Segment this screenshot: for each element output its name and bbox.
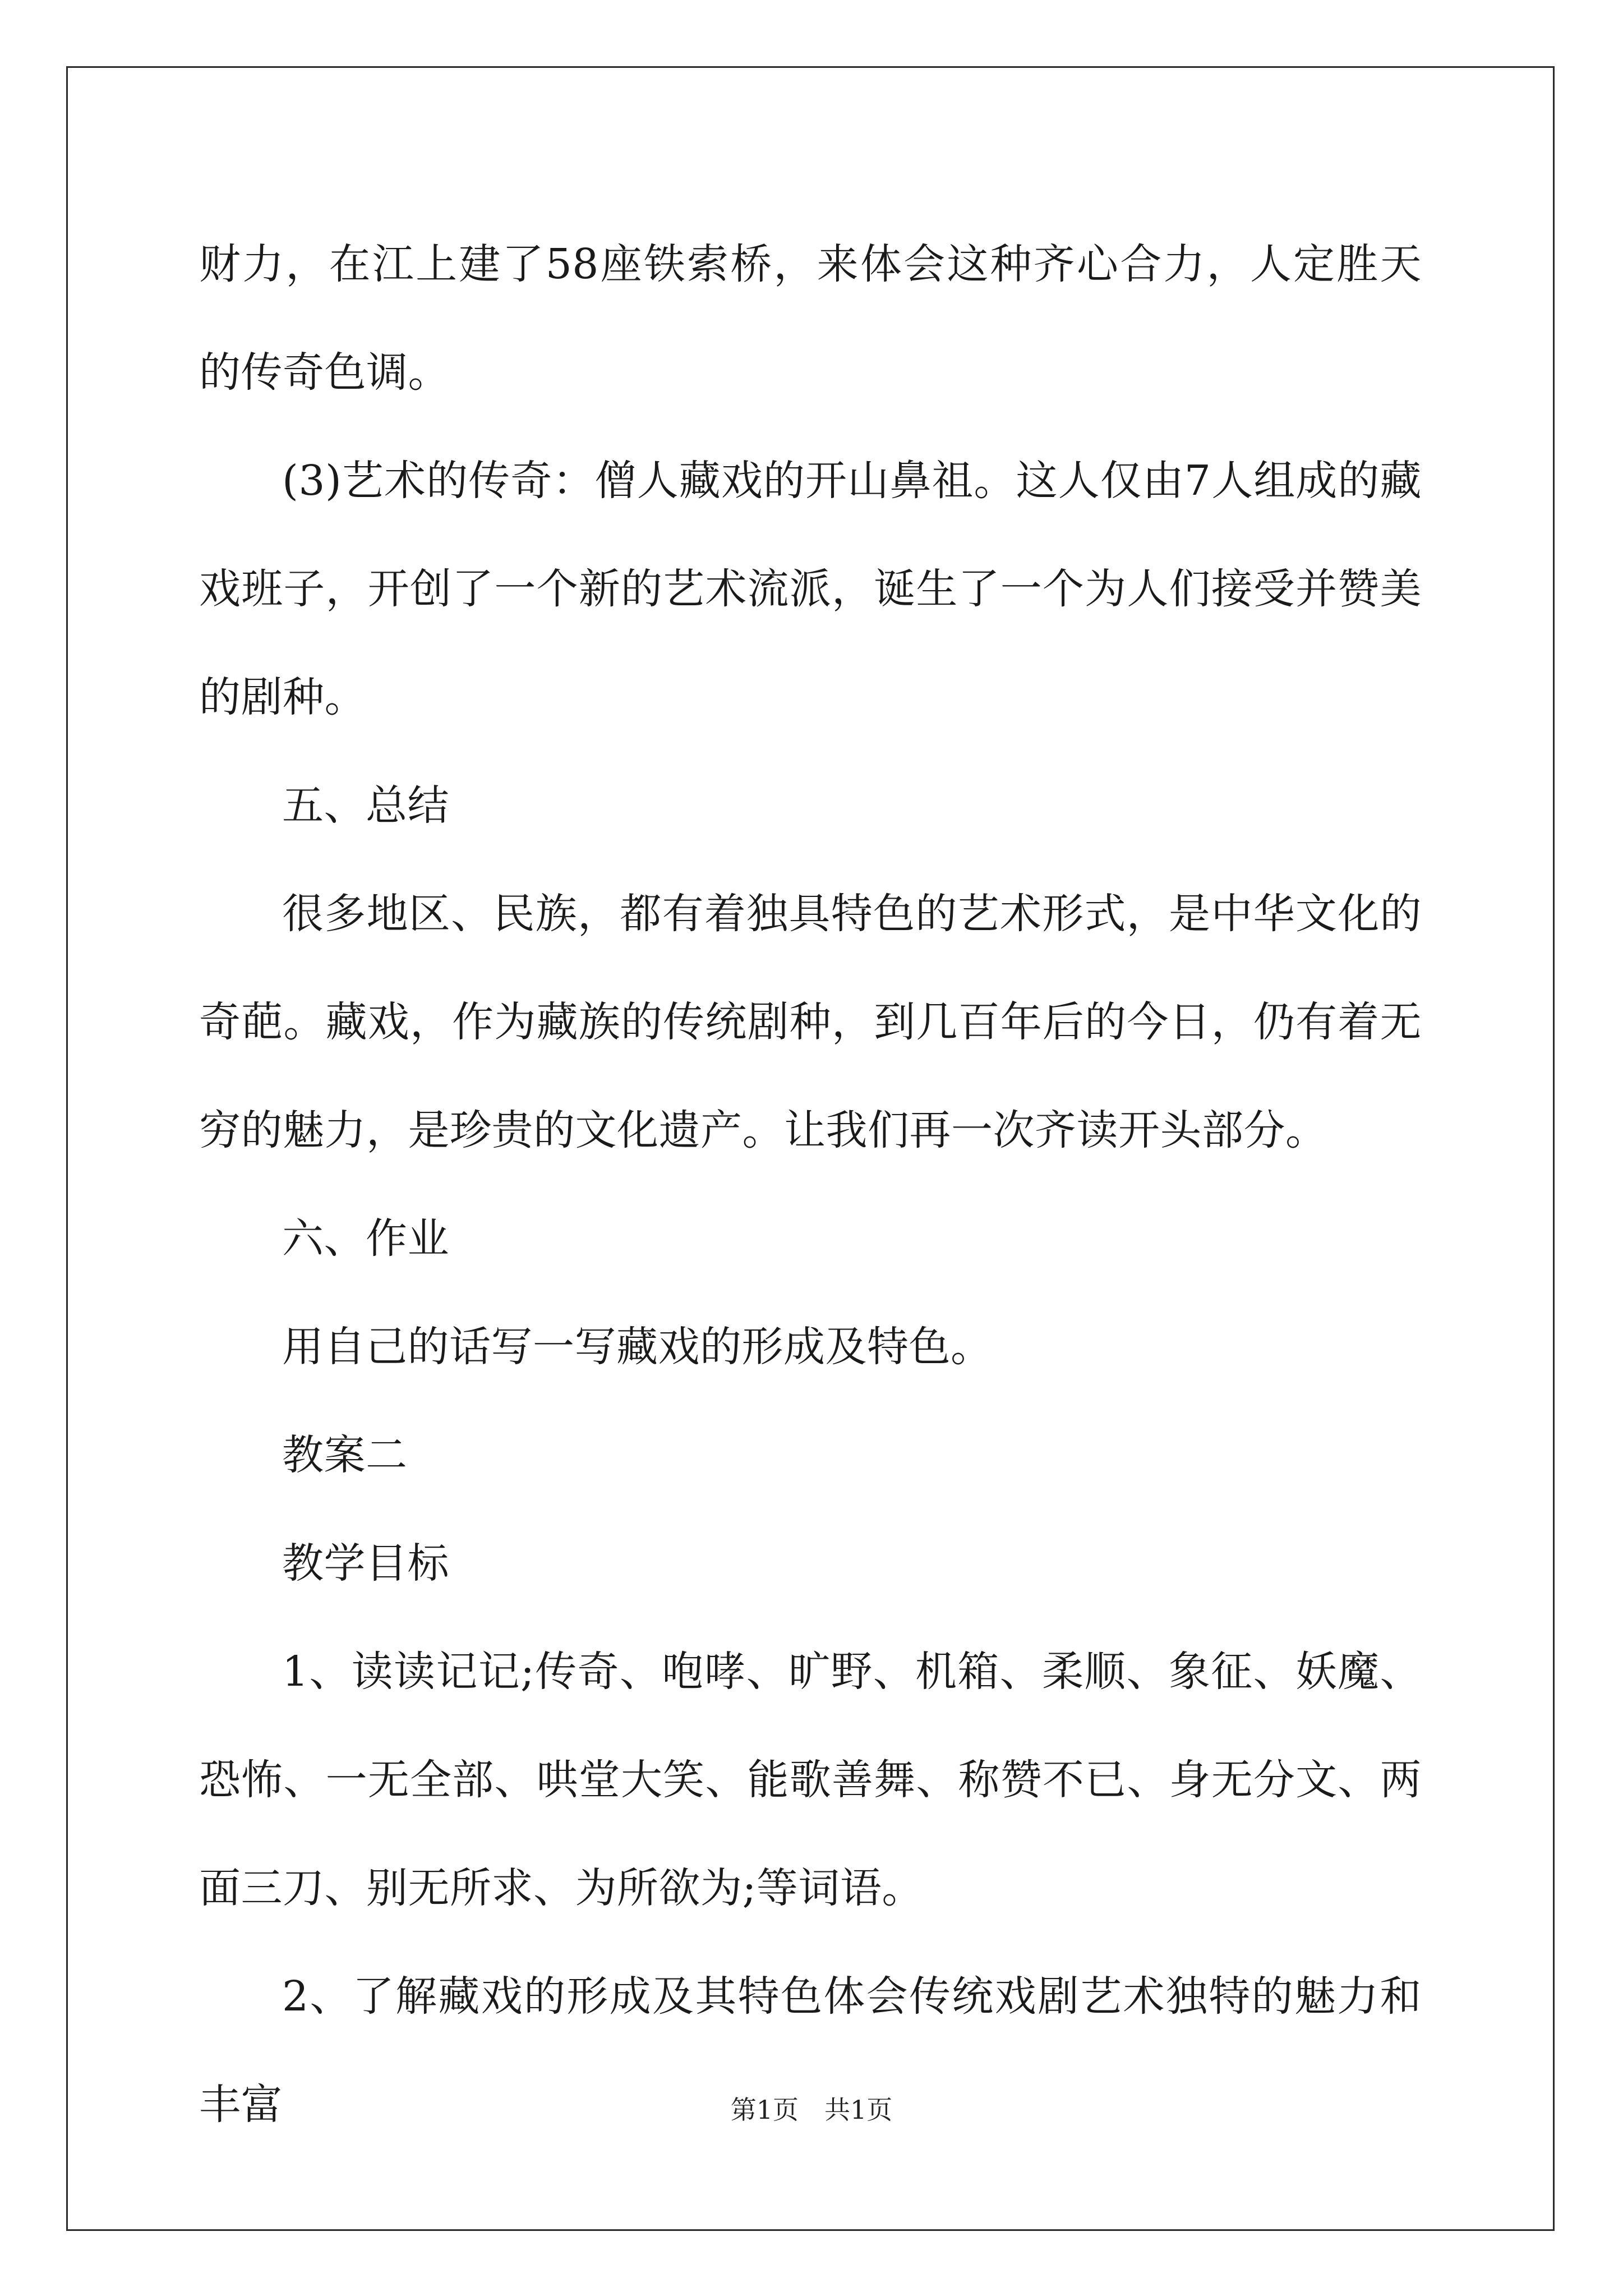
heading-lesson-plan-two: 教案二 xyxy=(282,1431,408,1479)
paragraph-summary: 很多地区、民族，都有着独具特色的艺术形式，是中华文化的奇葩。藏戏，作为藏族的传统剧种，到几百年后的今日，仍有着无穷的魅力，是珍贵的文化遗产。让我们再一次齐读开头部分。 xyxy=(199,890,1422,1154)
paragraph-goal-1: 1、读读记记;传奇、咆哮、旷野、机箱、柔顺、象征、妖魔、恐怖、一无全部、哄堂大笑、能歌善舞、称赞不已、身无分文、两面三刀、别无所求、为所欲为;等词语。 xyxy=(199,1648,1422,1912)
paragraph-art-legend: (3)艺术的传奇：僧人藏戏的开山鼻祖。这人仅由7人组成的藏戏班子，开创了一个新的艺术流派，诞生了一个为人们接受并赞美的剧种。 xyxy=(199,457,1422,721)
paragraph-homework: 用自己的话写一写藏戏的形成及特色。 xyxy=(282,1323,993,1371)
paragraph-goal-2: 2、了解藏戏的形成及其特色体会传统戏剧艺术独特的魅力和丰富 xyxy=(199,1972,1422,2129)
heading-homework: 六、作业 xyxy=(282,1214,449,1263)
paragraph-continuation: 财力，在江上建了58座铁索桥，来体会这种齐心合力，人定胜天的传奇色调。 xyxy=(199,240,1422,397)
document-body xyxy=(199,210,1422,2159)
heading-summary: 五、总结 xyxy=(282,781,449,830)
page-footer: 第1页 共1页 xyxy=(730,2095,893,2125)
heading-teaching-goals: 教学目标 xyxy=(282,1539,449,1588)
